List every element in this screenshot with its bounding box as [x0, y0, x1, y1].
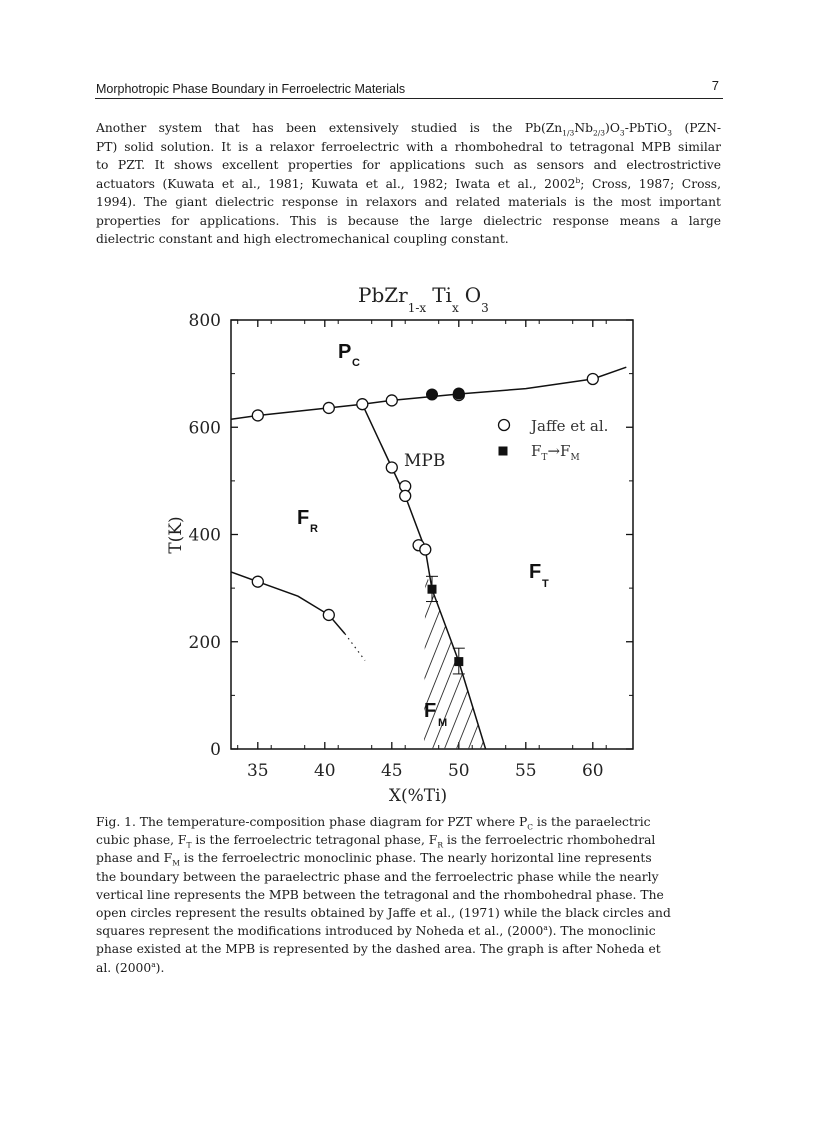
phase-label-pc — [338, 341, 360, 369]
filled-circle-point — [427, 389, 438, 400]
x-axis-label: X(%Ti) — [388, 786, 448, 806]
paragraph-line: to PZT. It shows excellent properties for applications such as sensors and electrostrictive — [96, 158, 721, 172]
open-circle-point — [252, 410, 263, 421]
hatch-line — [320, 560, 400, 760]
paragraph-line: 1994). The giant dielectric response in relaxors and related materials is the most important — [96, 195, 721, 209]
paragraph-line: actuators (Kuwata et al., 1981; Kuwata et al., 1982; Iwata et al., 2002$^b$; Cross, 1987; Cross, — [96, 175, 722, 191]
open-circle-point — [323, 609, 334, 620]
hatch-lines — [150, 560, 650, 760]
caption-line: Fig. 1. The temperature-composition phase diagram for PZT where $P_C$ is the paraelectric — [96, 815, 651, 832]
filled-square-point — [428, 585, 437, 594]
hatch-line — [464, 560, 544, 760]
hatch-line — [608, 560, 650, 760]
hatch-line — [332, 560, 412, 760]
hatch-line — [632, 560, 650, 760]
running-header — [95, 76, 723, 99]
phase-label-ft — [529, 561, 549, 590]
open-circle-point — [587, 373, 598, 384]
svg-text:F: F — [424, 700, 437, 722]
caption-line: vertical line represents the MPB between the tetragonal and the rhombohedral phase. The — [96, 887, 664, 902]
legend-label-ft-fm: $F_T\to F_M$ — [531, 442, 580, 463]
hatch-line — [620, 560, 650, 760]
figure-caption — [96, 813, 721, 977]
svg-text:P: P — [338, 341, 352, 363]
hatch-line — [296, 560, 376, 760]
hatch-line — [150, 560, 196, 760]
hatch-line — [150, 560, 184, 760]
hatch-line — [584, 560, 650, 760]
paragraph-line: dielectric constant and high electromechanical coupling constant. — [96, 232, 509, 246]
caption-line: phase existed at the MPB is represented by the dashed area. The graph is after Noheda et — [96, 942, 661, 957]
hatch-line — [236, 560, 316, 760]
hatch-line — [488, 560, 568, 760]
hatch-line — [308, 560, 388, 760]
caption-line: al. (2000$^a$). — [96, 959, 165, 975]
y-tick-label: 800 — [188, 311, 221, 331]
hatch-line — [356, 560, 436, 760]
hatch-line — [500, 560, 580, 760]
svg-text:F: F — [297, 507, 310, 529]
hatch-line — [548, 560, 628, 760]
hatch-line — [284, 560, 364, 760]
y-axis-label: T(K) — [166, 516, 186, 554]
paragraph-line: properties for applications. This is because the large dielectric response means a large — [96, 213, 721, 228]
x-tick-label: 50 — [447, 761, 470, 781]
hatch-line — [560, 560, 640, 760]
caption-line: phase and $F_M$ is the ferroelectric monoclinic phase. The nearly horizontal line represents — [96, 851, 652, 868]
phase-diagram-figure — [150, 276, 650, 806]
paragraph-line: Another system that has been extensively studied is the $Pb(Zn_{1/3}Nb_{2/3})O_3-PbTiO_3$ (PZN- — [96, 121, 721, 138]
hatch-line — [152, 560, 232, 760]
caption-line: cubic phase, $F_T$ is the ferroelectric tetragonal phase, $F_R$ is the ferroelectric rhombohedral — [96, 833, 656, 850]
svg-text:R: R — [310, 523, 318, 535]
open-circle-point — [420, 544, 431, 555]
hatch-line — [150, 560, 160, 760]
x-tick-label: 40 — [313, 761, 336, 781]
hatch-line — [164, 560, 244, 760]
hatch-line — [596, 560, 650, 760]
plot-frame — [231, 320, 633, 749]
x-tick-label: 35 — [246, 761, 269, 781]
chart-title: $PbZr_{1-x}Ti_xO_3$ — [358, 283, 489, 315]
open-circle-point — [386, 462, 397, 473]
x-tick-label: 55 — [514, 761, 537, 781]
hatch-line — [150, 560, 172, 760]
paragraph-line: PT) solid solution. It is a relaxor ferroelectric with a rhombohedral to tetragonal MPB similar — [96, 139, 721, 154]
caption-line: open circles represent the results obtained by Jaffe et al., (1971) while the black circles and — [96, 906, 671, 921]
hatch-line — [272, 560, 352, 760]
y-tick-label: 0 — [210, 740, 221, 760]
mpb-label: MPB — [404, 451, 446, 471]
hatch-line — [572, 560, 650, 760]
legend-filled-square-marker — [499, 447, 508, 456]
page-number: 7 — [711, 78, 719, 93]
open-circle-point — [400, 490, 411, 501]
hatch-line — [536, 560, 616, 760]
hatch-line — [150, 560, 208, 760]
x-tick-label: 45 — [380, 761, 403, 781]
monoclinic-hatch — [150, 560, 650, 760]
caption-line: squares represent the modifications introduced by Noheda et al., (2000$^a$). The monoclinic — [96, 923, 656, 939]
y-tick-label: 400 — [188, 525, 221, 546]
filled-circle-point — [453, 388, 464, 399]
hatch-line — [524, 560, 604, 760]
svg-text:T: T — [542, 578, 549, 590]
hatch-line — [200, 560, 280, 760]
svg-text:F: F — [529, 561, 542, 583]
phase-label-fm — [424, 700, 447, 729]
hatch-line — [188, 560, 268, 760]
svg-text:M: M — [438, 717, 448, 729]
hatch-line — [644, 560, 650, 760]
hatch-line — [512, 560, 592, 760]
legend-label-jaffe: Jaffe et al. — [531, 417, 609, 435]
legend-open-circle-marker — [499, 420, 510, 431]
rhombohedral-boundary-line — [231, 572, 345, 634]
open-circle-point — [323, 402, 334, 413]
rhombohedral-boundary-dotted — [345, 634, 365, 661]
y-tick-label: 600 — [188, 418, 221, 439]
legend — [499, 417, 609, 463]
hatch-line — [380, 560, 460, 760]
body-paragraph — [96, 119, 721, 249]
hatch-line — [224, 560, 304, 760]
caption-line: the boundary between the paraelectric phase and the ferroelectric phase while the nearly — [96, 869, 659, 884]
svg-text:C: C — [352, 357, 360, 369]
y-tick-label: 200 — [188, 632, 221, 653]
hatch-line — [150, 560, 220, 760]
hatch-line — [476, 560, 556, 760]
axes — [189, 311, 633, 781]
open-circle-point — [252, 576, 263, 587]
hatch-line — [260, 560, 340, 760]
hatch-line — [248, 560, 328, 760]
hatch-line — [344, 560, 424, 760]
running-title: Morphotropic Phase Boundary in Ferroelectric Materials — [96, 82, 406, 96]
hatch-line — [404, 560, 484, 760]
filled-square-point — [454, 657, 463, 666]
phase-label-fr — [297, 507, 318, 535]
x-tick-label: 60 — [581, 761, 604, 781]
hatch-line — [452, 560, 532, 760]
hatch-line — [428, 560, 508, 760]
hatch-line — [176, 560, 256, 760]
open-circle-point — [386, 395, 397, 406]
open-circle-point — [357, 399, 368, 410]
